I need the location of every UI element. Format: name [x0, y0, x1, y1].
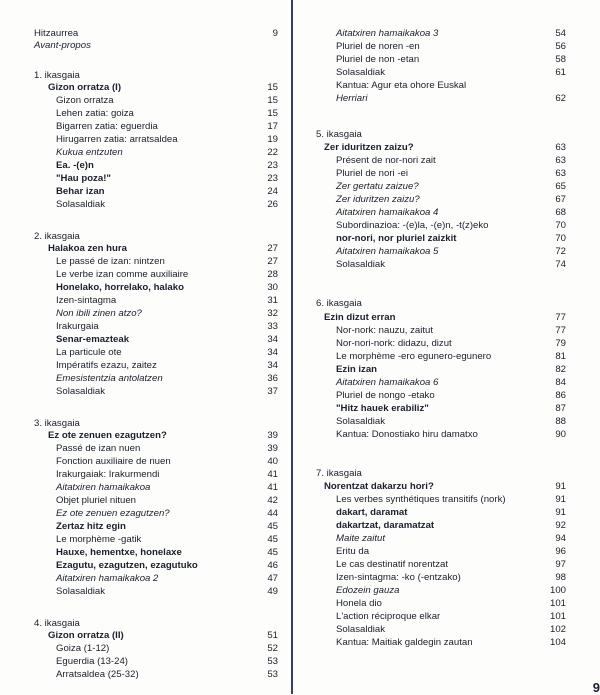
toc-page-number: 36: [267, 373, 278, 384]
toc-page-number: 82: [555, 364, 566, 375]
toc-entry: [56, 360, 278, 372]
toc-page-number: 19: [267, 134, 278, 145]
toc-entry-text: Honela dio: [336, 598, 382, 609]
toc-page-number: 45: [267, 534, 278, 545]
toc-entry: [56, 134, 278, 146]
toc-entry: [336, 572, 566, 584]
toc-page-number: 39: [267, 443, 278, 454]
toc-entry-text: "Hitz hauek erabiliz": [336, 403, 429, 414]
toc-entry: [336, 220, 566, 232]
toc-entry-text: Les verbes synthétiques transitifs (nork): [336, 494, 506, 505]
toc-entry: [336, 507, 566, 519]
toc-entry-text: Solasaldiak: [336, 67, 386, 78]
toc-section-title: [324, 142, 566, 154]
toc-entry-text: L'action réciproque elkar: [336, 611, 441, 622]
toc-entry: [336, 54, 566, 66]
toc-entry-text: Eguerdia (13-24): [56, 656, 128, 667]
toc-entry-text: Le morphème -ero egunero-egunero: [336, 351, 492, 362]
toc-page-number: 51: [267, 630, 278, 641]
toc-entry: [336, 611, 566, 623]
toc-section-title: [324, 481, 566, 493]
toc-entry-text: Emesistentzia antolatzen: [56, 373, 163, 384]
toc-entry: [56, 186, 278, 198]
toc-entry-text: Zer iduritzen zaizu?: [324, 142, 414, 153]
toc-entry-text: Irakurgaia: [56, 321, 99, 332]
toc-entry: [56, 282, 278, 294]
toc-entry-text: Herriari: [336, 93, 368, 104]
toc-page-number: 15: [267, 108, 278, 119]
toc-entry-text: Bigarren zatia: eguerdia: [56, 121, 158, 132]
toc-entry-text: Kantua: Maitiak galdegin zautan: [336, 637, 473, 648]
toc-right-column: [292, 0, 600, 694]
toc-page-number: 65: [555, 181, 566, 192]
toc-entry: [56, 521, 278, 533]
toc-entry-text: Halakoa zen hura: [48, 243, 127, 254]
toc-entry: [56, 147, 278, 159]
toc-page-number: 15: [267, 95, 278, 106]
toc-entry-text: La particule ote: [56, 347, 122, 358]
toc-entry-text: Kukua entzuten: [56, 147, 123, 158]
toc-entry-text: Senar-emazteak: [56, 334, 130, 345]
toc-page-number: 31: [267, 295, 278, 306]
toc-page-number: 52: [267, 643, 278, 654]
toc-page-number: 40: [267, 456, 278, 467]
toc-entry: [56, 643, 278, 655]
toc-entry: [56, 95, 278, 107]
toc-entry: [56, 669, 278, 681]
toc-page-number: 63: [555, 155, 566, 166]
toc-entry-text: Solasaldiak: [336, 259, 386, 270]
toc-page-number: 104: [549, 637, 566, 648]
toc-entry: [56, 508, 278, 520]
toc-section-title: [48, 430, 278, 442]
toc-entry: [336, 338, 566, 350]
toc-entry: [336, 67, 566, 79]
toc-section-title: [48, 243, 278, 255]
toc-entry: [56, 108, 278, 120]
toc-page-number: 44: [267, 508, 278, 519]
toc-entry: [336, 429, 566, 441]
toc-page-number: 91: [555, 494, 566, 505]
toc-page-number: 62: [555, 93, 566, 104]
toc-lesson-heading: [34, 40, 278, 52]
toc-page-number: 53: [267, 669, 278, 680]
toc-entry-text: Pluriel de noren -en: [336, 41, 420, 52]
toc-entry-text: Ezagutu, ezagutzen, ezagutuko: [56, 560, 198, 571]
toc-page-number: 79: [555, 338, 566, 349]
toc-entry: [56, 547, 278, 559]
toc-page-number: 91: [555, 481, 566, 492]
toc-page-number: 9: [272, 28, 278, 39]
toc-entry-text: 2. ikasgaia: [34, 231, 80, 242]
toc-entry-text: Aitatxiren hamaikakoa 6: [336, 377, 439, 388]
toc-page-number: 27: [267, 243, 278, 254]
toc-entry: [336, 246, 566, 258]
toc-page-number: 47: [267, 573, 278, 584]
toc-section-title: [324, 312, 566, 324]
toc-page-number: 100: [549, 585, 566, 596]
toc-entry-text: Présent de nor-nori zait: [336, 155, 436, 166]
toc-page-number: 53: [267, 656, 278, 667]
toc-entry: [56, 295, 278, 307]
toc-page-number: 101: [549, 611, 566, 622]
toc-entry-text: dakart, daramat: [336, 507, 408, 518]
toc-entry-text: Aitatxiren hamaikakoa 3: [336, 28, 439, 39]
toc-page-number: 63: [555, 168, 566, 179]
toc-entry: [56, 456, 278, 468]
toc-entry: [336, 168, 566, 180]
toc-page-number: 72: [555, 246, 566, 257]
toc-entry: [56, 321, 278, 333]
toc-entry: [56, 386, 278, 398]
toc-page-number: 42: [267, 495, 278, 506]
toc-entry: [336, 181, 566, 193]
toc-entry-text: Ezin izan: [336, 364, 378, 375]
toc-entry: [56, 269, 278, 281]
toc-page-number: 61: [555, 67, 566, 78]
toc-entry: [336, 416, 566, 428]
toc-entry: [56, 495, 278, 507]
toc-entry-text: 6. ikasgaia: [316, 298, 362, 309]
page-number: 9: [592, 680, 600, 695]
toc-page-number: 34: [267, 347, 278, 358]
toc-entry: [56, 199, 278, 211]
toc-entry-text: Objet pluriel nituen: [56, 495, 136, 506]
toc-entry-text: Maite zaitut: [336, 533, 386, 544]
toc-page-number: 70: [555, 220, 566, 231]
toc-page-number: 63: [555, 142, 566, 153]
toc-entry-text: Arratsaldea (25-32): [56, 669, 139, 680]
toc-page-number: 34: [267, 360, 278, 371]
toc-entry: [336, 325, 566, 337]
toc-page-number: 98: [555, 572, 566, 583]
toc-page-number: 24: [267, 186, 278, 197]
toc-page-number: 15: [267, 82, 278, 93]
toc-entry: [56, 334, 278, 346]
toc-page-number: 23: [267, 160, 278, 171]
toc-entry-text: Gizon orratza: [56, 95, 114, 106]
toc-entry-text: 3. ikasgaia: [34, 418, 80, 429]
toc-lesson-heading: [34, 28, 278, 40]
toc-entry-text: Zer iduritzen zaizu?: [336, 194, 420, 205]
toc-entry-text: Izen-sintagma: [56, 295, 117, 306]
toc-page-number: 45: [267, 547, 278, 558]
toc-entry-text: Ez ote zenuen ezagutzen?: [56, 508, 170, 519]
toc-entry-text: Gizon orratza (I): [48, 82, 122, 93]
toc-entry: [56, 373, 278, 385]
toc-page-number: 27: [267, 256, 278, 267]
toc-entry-text: Pluriel de non -etan: [336, 54, 420, 65]
toc-entry: [56, 308, 278, 320]
toc-lesson-heading: [316, 468, 566, 480]
toc-page-number: 91: [555, 507, 566, 518]
toc-entry-text: Lehen zatia: goiza: [56, 108, 134, 119]
toc-page-number: 74: [555, 259, 566, 270]
toc-page-number: 90: [555, 429, 566, 440]
toc-entry-text: Le morphème -gatik: [56, 534, 142, 545]
toc-page-number: 88: [555, 416, 566, 427]
toc-page-number: 41: [267, 469, 278, 480]
toc-page-number: 49: [267, 586, 278, 597]
toc-page-number: 37: [267, 386, 278, 397]
toc-entry: [336, 233, 566, 245]
toc-page-number: 23: [267, 173, 278, 184]
toc-entry: [336, 637, 566, 649]
toc-entry-text: Norentzat dakarzu hori?: [324, 481, 434, 492]
toc-entry: [336, 624, 566, 636]
toc-entry-text: Honelako, horrelako, halako: [56, 282, 184, 293]
toc-entry: [56, 586, 278, 598]
toc-entry: [336, 520, 566, 532]
toc-page-number: 87: [555, 403, 566, 414]
toc-entry-text: Goiza (1-12): [56, 643, 110, 654]
toc-entry-text: Pluriel de nori -ei: [336, 168, 408, 179]
toc-page-number: 86: [555, 390, 566, 401]
toc-entry: [336, 80, 566, 92]
toc-entry: [336, 533, 566, 545]
toc-entry-text: Aitatxiren hamaikakoa 5: [336, 246, 439, 257]
toc-page-number: 32: [267, 308, 278, 319]
toc-entry: [336, 155, 566, 167]
toc-entry-text: 1. ikasgaia: [34, 70, 80, 81]
toc-page-number: 33: [267, 321, 278, 332]
toc-entry-text: Solasaldiak: [56, 586, 106, 597]
toc-entry-text: Avant-propos: [34, 40, 91, 51]
toc-lesson-heading: [316, 129, 566, 141]
toc-entry-text: nor-nori, nor pluriel zaizkit: [336, 233, 457, 244]
toc-entry-text: Nor-nori-nork: didazu, dizut: [336, 338, 452, 349]
toc-entry: [336, 546, 566, 558]
toc-entry-text: Edozein gauza: [336, 585, 400, 596]
toc-entry-text: Pluriel de nongo -etako: [336, 390, 435, 401]
toc-entry-text: 4. ikasgaia: [34, 618, 80, 629]
toc-lesson-heading: [34, 231, 278, 243]
toc-page-number: 46: [267, 560, 278, 571]
toc-entry-text: Aitatxiren hamaikakoa 2: [56, 573, 159, 584]
toc-entry-text: Subordinazioa: -(e)la, -(e)n, -t(z)eko: [336, 220, 489, 231]
toc-page-number: 67: [555, 194, 566, 205]
toc-entry-text: Solasaldiak: [56, 199, 106, 210]
toc-section-title: [48, 82, 278, 94]
toc-entry-text: Zer gertatu zaizue?: [336, 181, 419, 192]
toc-page-number: 81: [555, 351, 566, 362]
toc-entry-text: Kantua: Donostiako hiru damatxo: [336, 429, 478, 440]
toc-entry: [336, 585, 566, 597]
toc-left-column: [0, 0, 292, 694]
toc-entry: [336, 194, 566, 206]
toc-entry: [56, 656, 278, 668]
toc-page-number: 92: [555, 520, 566, 531]
toc-entry: [56, 256, 278, 268]
toc-page-number: 77: [555, 325, 566, 336]
toc-page-number: 68: [555, 207, 566, 218]
toc-entry-text: Nor-nork: nauzu, zaitut: [336, 325, 434, 336]
toc-entry: [56, 173, 278, 185]
toc-entry-text: Hauxe, hementxe, honelaxe: [56, 547, 182, 558]
toc-page-number: 97: [555, 559, 566, 570]
toc-entry-text: Ez ote zenuen ezagutzen?: [48, 430, 167, 441]
toc-lesson-heading: [34, 70, 278, 82]
toc-entry-text: Le passé de izan: nintzen: [56, 256, 165, 267]
toc-entry-text: Irakurgaiak: Irakurmendi: [56, 469, 160, 480]
toc-lesson-heading: [34, 418, 278, 430]
toc-entry: [56, 443, 278, 455]
toc-entry-text: Passé de izan nuen: [56, 443, 141, 454]
toc-lesson-heading: [316, 298, 566, 310]
toc-entry-text: 7. ikasgaia: [316, 468, 362, 479]
toc-page-number: 101: [549, 598, 566, 609]
toc-entry: [336, 494, 566, 506]
toc-page-number: 26: [267, 199, 278, 210]
toc-entry-text: Non ibili zinen atzo?: [56, 308, 142, 319]
toc-page-number: 84: [555, 377, 566, 388]
toc-entry: [336, 28, 566, 40]
toc-entry-text: Ezin dizut erran: [324, 312, 396, 323]
toc-page-number: 96: [555, 546, 566, 557]
toc-page-number: 39: [267, 430, 278, 441]
toc-entry: [336, 207, 566, 219]
toc-entry-text: "Hau poza!": [56, 173, 111, 184]
toc-entry-text: Hitzaurrea: [34, 28, 79, 39]
toc-entry-text: Impératifs ezazu, zaitez: [56, 360, 157, 371]
toc-entry: [56, 573, 278, 585]
toc-page-number: 30: [267, 282, 278, 293]
toc-entry-text: Solasaldiak: [336, 624, 386, 635]
toc-lesson-heading: [34, 618, 278, 630]
toc-entry-text: Aitatxiren hamaikakoa 4: [336, 207, 439, 218]
toc-entry-text: 5. ikasgaia: [316, 129, 362, 140]
toc-page-number: 41: [267, 482, 278, 493]
toc-entry: [56, 482, 278, 494]
toc-entry: [56, 469, 278, 481]
toc-page-number: 102: [549, 624, 566, 635]
toc-entry-text: Hirugarren zatia: arratsaldea: [56, 134, 178, 145]
toc-entry: [336, 259, 566, 271]
toc-page-number: 54: [555, 28, 566, 39]
toc-entry: [336, 377, 566, 389]
toc-page-number: 77: [555, 312, 566, 323]
toc-entry: [336, 93, 566, 105]
toc-entry: [56, 160, 278, 172]
toc-entry-text: Kantua: Agur eta ohore Euskal: [336, 80, 467, 91]
toc-page-number: 58: [555, 54, 566, 65]
toc-entry-text: Zertaz hitz egin: [56, 521, 126, 532]
toc-page-number: 45: [267, 521, 278, 532]
toc-entry: [336, 559, 566, 571]
toc-page-number: 17: [267, 121, 278, 132]
toc-entry: [336, 598, 566, 610]
toc-entry: [336, 403, 566, 415]
toc-entry-text: dakartzat, daramatzat: [336, 520, 435, 531]
toc-entry-text: Solasaldiak: [336, 416, 386, 427]
toc-page-number: 56: [555, 41, 566, 52]
toc-page-number: 34: [267, 334, 278, 345]
toc-entry: [56, 534, 278, 546]
toc-entry-text: Le cas destinatif norentzat: [336, 559, 448, 570]
toc-entry-text: Aitatxiren hamaikakoa: [56, 482, 151, 493]
toc-page-number: 28: [267, 269, 278, 280]
toc-entry-text: Solasaldiak: [56, 386, 106, 397]
toc-entry-text: Ea. -(e)n: [56, 160, 94, 171]
toc-page-number: 70: [555, 233, 566, 244]
toc-entry-text: Le verbe izan comme auxiliaire: [56, 269, 189, 280]
toc-page-number: 22: [267, 147, 278, 158]
toc-entry: [336, 390, 566, 402]
toc-entry: [56, 121, 278, 133]
toc-entry-text: Izen-sintagma: -ko (-entzako): [336, 572, 461, 583]
toc-entry-text: Behar izan: [56, 186, 105, 197]
toc-entry: [336, 41, 566, 53]
toc-entry: [56, 560, 278, 572]
toc-section-title: [48, 630, 278, 642]
toc-page-number: 94: [555, 533, 566, 544]
toc-entry-text: Fonction auxiliaire de nuen: [56, 456, 171, 467]
toc-entry: [56, 347, 278, 359]
toc-entry-text: Gizon orratza (II): [48, 630, 124, 641]
toc-entry: [336, 364, 566, 376]
toc-entry: [336, 351, 566, 363]
toc-entry-text: Eritu da: [336, 546, 370, 557]
